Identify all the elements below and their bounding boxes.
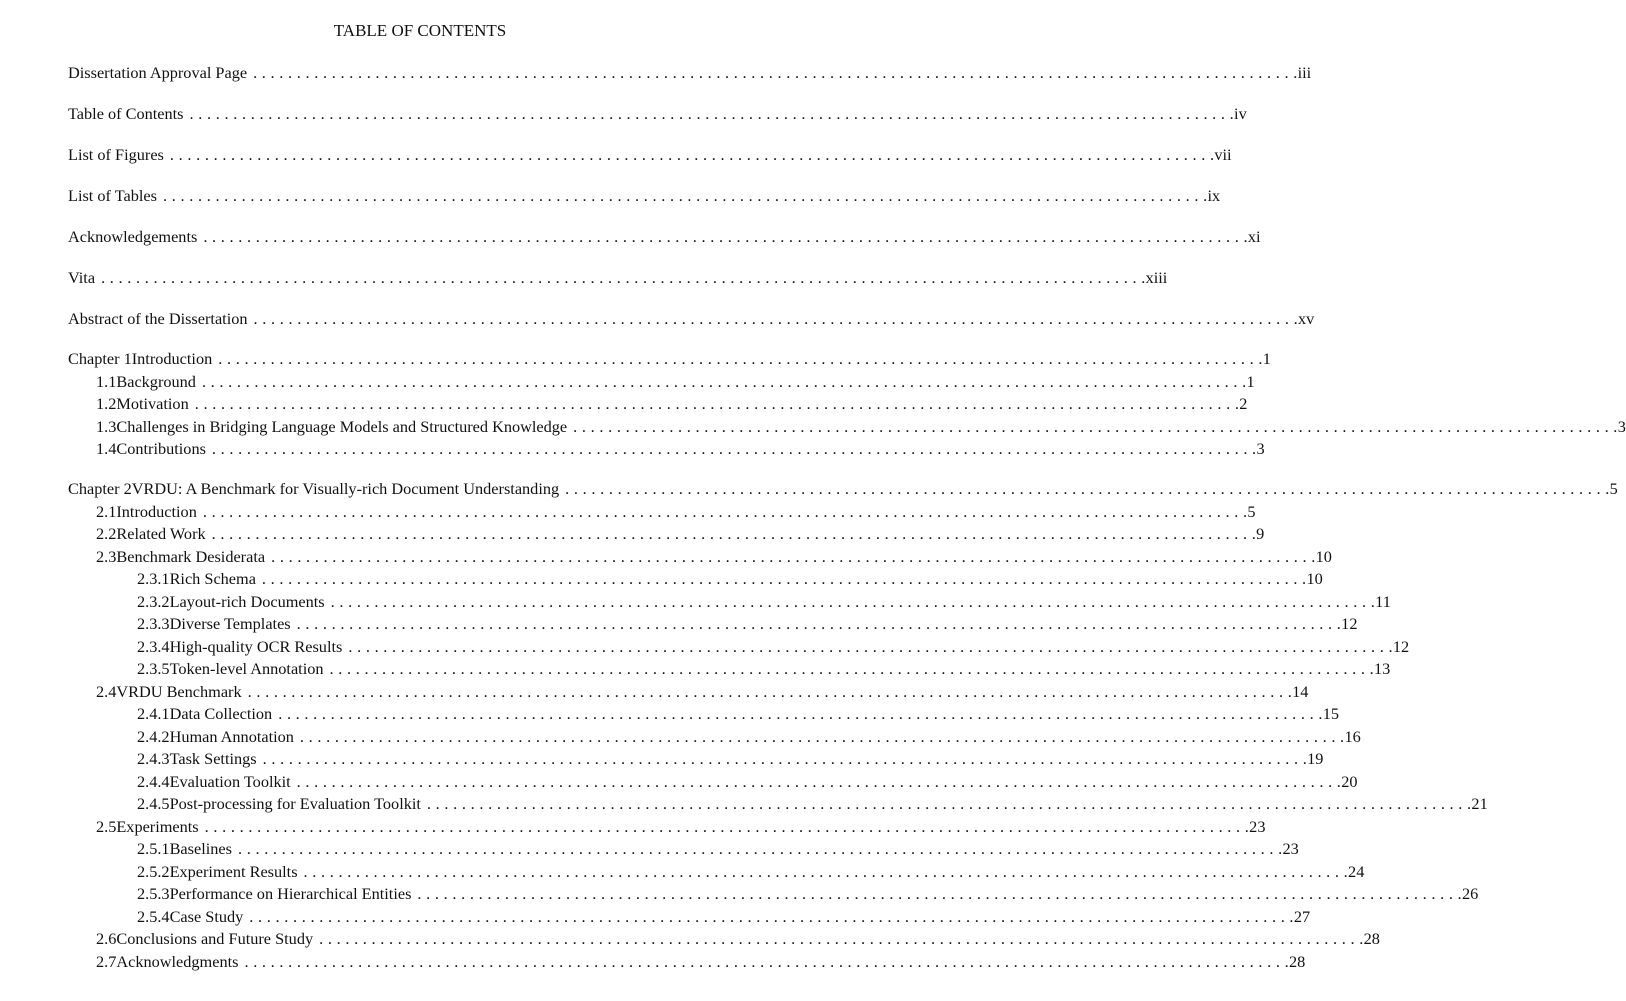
toc-entry[interactable] [68,501,1256,524]
entry-title: Introduction [131,349,213,368]
entry-title: Experiments [116,816,199,836]
entry-number: 2.3.3 [137,614,170,633]
entry-title: Related Work [116,524,206,543]
page-number: 28 [1288,951,1306,971]
entry-title: Vita [68,268,96,287]
page-number: 5 [1609,479,1618,498]
page-number: 27 [1293,906,1311,926]
toc-entry[interactable] [68,523,1265,546]
toc-entry[interactable] [68,726,1361,749]
dot-leader: . . . . . . . . . . . . . . . . . . . . . . . . . . . . . . . . . . . . . . . . . . . . . . . . . . . . . . . . . . . . . . . . . . . . . . . . . . . . . . . . . . . . . . . . . . . . . . . . . . . . . . . . . . . . . . . . . . . . . . . . [278,704,1323,723]
toc-entry[interactable] [68,748,1324,771]
page-number: 21 [1471,794,1488,813]
page-number: 10 [1306,569,1323,588]
page-number: 23 [1249,816,1266,836]
page-number: xi [1247,227,1261,246]
entry-number: 1.4 [96,439,117,458]
toc-entry[interactable] [68,393,1248,416]
dot-leader: . . . . . . . . . . . . . . . . . . . . . . . . . . . . . . . . . . . . . . . . . . . . . . . . . . . . . . . . . . . . . . . . . . . . . . . . . . . . . . . . . . . . . . . . . . . . . . . . . . . . . . . . . . . . . . . . . . . . . . . . [271,546,1316,566]
toc-entry[interactable] [68,438,1265,461]
page-number: 10 [1315,546,1332,566]
entry-title: Motivation [116,394,189,413]
entry-title: Evaluation Toolkit [169,771,291,791]
toc-entry[interactable] [68,62,1312,85]
dot-leader: . . . . . . . . . . . . . . . . . . . . . . . . . . . . . . . . . . . . . . . . . . . . . . . . . . . . . . . . . . . . . . . . . . . . . . . . . . . . . . . . . . . . . . . . . . . . . . . . . . . . . . . . . . . . . . . . . . . . . . . . [101,268,1146,287]
page-number: 12 [1341,614,1358,633]
dot-leader: . . . . . . . . . . . . . . . . . . . . . . . . . . . . . . . . . . . . . . . . . . . . . . . . . . . . . . . . . . . . . . . . . . . . . . . . . . . . . . . . . . . . . . . . . . . . . . . . . . . . . . . . . . . . . . . . . . . . . . . . [211,524,1257,543]
entry-title: VRDU: A Benchmark for Visually-rich Document Understanding [131,479,560,498]
entry-title: List of Figures [68,145,164,164]
entry-title: Diverse Templates [169,614,291,633]
entry-title: Experiment Results [169,861,298,881]
dot-leader: . . . . . . . . . . . . . . . . . . . . . . . . . . . . . . . . . . . . . . . . . . . . . . . . . . . . . . . . . . . . . . . . . . . . . . . . . . . . . . . . . . . . . . . . . . . . . . . . . . . . . . . . . . . . . . . . . . . . . . . . [202,501,1248,521]
toc-entry[interactable] [68,144,1232,167]
toc-entry[interactable] [68,951,1306,974]
toc-entry[interactable] [68,703,1339,726]
dot-leader: . . . . . . . . . . . . . . . . . . . . . . . . . . . . . . . . . . . . . . . . . . . . . . . . . . . . . . . . . . . . . . . . . . . . . . . . . . . . . . . . . . . . . . . . . . . . . . . . . . . . . . . . . . . . . . . . . . . . . . . . [169,145,1215,164]
page-number: 5 [1247,501,1256,521]
toc-entry[interactable] [68,883,1479,906]
dot-leader: . . . . . . . . . . . . . . . . . . . . . . . . . . . . . . . . . . . . . . . . . . . . . . . . . . . . . . . . . . . . . . . . . . . . . . . . . . . . . . . . . . . . . . . . . . . . . . . . . . . . . . . . . . . . . . . . . . . . . . . . [303,861,1349,881]
entry-number: 2.3 [96,546,117,566]
page-number: iii [1297,63,1312,82]
entry-number: 2.4.5 [137,794,170,813]
toc-entry[interactable] [68,861,1365,884]
page-number: 9 [1256,524,1265,543]
toc-entry[interactable] [68,568,1323,591]
dot-leader: . . . . . . . . . . . . . . . . . . . . . . . . . . . . . . . . . . . . . . . . . . . . . . . . . . . . . . . . . . . . . . . . . . . . . . . . . . . . . . . . . . . . . . . . . . . . . . . . . . . . . . . . . . . . . . . . . . . . . . . . [253,63,1298,82]
toc-entry[interactable] [68,793,1488,816]
dot-leader: . . . . . . . . . . . . . . . . . . . . . . . . . . . . . . . . . . . . . . . . . . . . . . . . . . . . . . . . . . . . . . . . . . . . . . . . . . . . . . . . . . . . . . . . . . . . . . . . . . . . . . . . . . . . . . . . . . . . . . . . [204,816,1250,836]
dot-leader: . . . . . . . . . . . . . . . . . . . . . . . . . . . . . . . . . . . . . . . . . . . . . . . . . . . . . . . . . . . . . . . . . . . . . . . . . . . . . . . . . . . . . . . . . . . . . . . . . . . . . . . . . . . . . . . . . . . . . . . . [194,394,1240,413]
toc-entry[interactable] [68,591,1391,614]
dot-leader: . . . . . . . . . . . . . . . . . . . . . . . . . . . . . . . . . . . . . . . . . . . . . . . . . . . . . . . . . . . . . . . . . . . . . . . . . . . . . . . . . . . . . . . . . . . . . . . . . . . . . . . . . . . . . . . . . . . . . . . . [201,371,1247,391]
entry-number: 1.3 [96,416,117,436]
page-number: 14 [1292,681,1309,701]
entry-number: 2.5.3 [137,884,170,903]
dot-leader: . . . . . . . . . . . . . . . . . . . . . . . . . . . . . . . . . . . . . . . . . . . . . . . . . . . . . . . . . . . . . . . . . . . . . . . . . . . . . . . . . . . . . . . . . . . . . . . . . . . . . . . . . . . . . . . . . . . . . . . . [163,186,1208,205]
dot-leader: . . . . . . . . . . . . . . . . . . . . . . . . . . . . . . . . . . . . . . . . . . . . . . . . . . . . . . . . . . . . . . . . . . . . . . . . . . . . . . . . . . . . . . . . . . . . . . . . . . . . . . . . . . . . . . . . . . . . . . . . [262,749,1308,768]
page-number: 15 [1322,704,1339,723]
entry-title: Abstract of the Dissertation [68,309,248,328]
entry-number: 2.3.1 [137,569,170,588]
dot-leader: . . . . . . . . . . . . . . . . . . . . . . . . . . . . . . . . . . . . . . . . . . . . . . . . . . . . . . . . . . . . . . . . . . . . . . . . . . . . . . . . . . . . . . . . . . . . . . . . . . . . . . . . . . . . . . . . . . . . . . . . [319,929,1364,948]
entry-title: Token-level Annotation [169,659,324,678]
entry-title: Benchmark Desiderata [116,546,266,566]
entry-title: Introduction [116,501,197,521]
entry-title: Layout-rich Documents [169,591,325,611]
page-number: 16 [1344,726,1361,746]
dot-leader: . . . . . . . . . . . . . . . . . . . . . . . . . . . . . . . . . . . . . . . . . . . . . . . . . . . . . . . . . . . . . . . . . . . . . . . . . . . . . . . . . . . . . . . . . . . . . . . . . . . . . . . . . . . . . . . . . . . . . . . . [417,884,1462,903]
dot-leader: . . . . . . . . . . . . . . . . . . . . . . . . . . . . . . . . . . . . . . . . . . . . . . . . . . . . . . . . . . . . . . . . . . . . . . . . . . . . . . . . . . . . . . . . . . . . . . . . . . . . . . . . . . . . . . . . . . . . . . . . [573,416,1618,436]
dot-leader: . . . . . . . . . . . . . . . . . . . . . . . . . . . . . . . . . . . . . . . . . . . . . . . . . . . . . . . . . . . . . . . . . . . . . . . . . . . . . . . . . . . . . . . . . . . . . . . . . . . . . . . . . . . . . . . . . . . . . . . . [203,227,1248,246]
page-number: 3 [1617,416,1626,436]
entry-number: 2.7 [96,951,117,971]
dot-leader: . . . . . . . . . . . . . . . . . . . . . . . . . . . . . . . . . . . . . . . . . . . . . . . . . . . . . . . . . . . . . . . . . . . . . . . . . . . . . . . . . . . . . . . . . . . . . . . . . . . . . . . . . . . . . . . . . . . . . . . . [330,591,1376,611]
entry-number: 2.4.4 [137,771,170,791]
toc-entry[interactable] [68,681,1309,704]
page-number: ix [1207,186,1221,205]
entry-number: 2.4.1 [137,704,170,723]
dot-leader: . . . . . . . . . . . . . . . . . . . . . . . . . . . . . . . . . . . . . . . . . . . . . . . . . . . . . . . . . . . . . . . . . . . . . . . . . . . . . . . . . . . . . . . . . . . . . . . . . . . . . . . . . . . . . . . . . . . . . . . . [296,614,1342,633]
page-number: 28 [1363,929,1380,948]
entry-title: Acknowledgments [116,951,239,971]
entry-title: Data Collection [169,704,273,723]
entry-number: 2.1 [96,501,117,521]
entry-number: 2.3.2 [137,591,170,611]
entry-title: Task Settings [169,749,257,768]
entry-number: 2.5.4 [137,906,170,926]
dot-leader: . . . . . . . . . . . . . . . . . . . . . . . . . . . . . . . . . . . . . . . . . . . . . . . . . . . . . . . . . . . . . . . . . . . . . . . . . . . . . . . . . . . . . . . . . . . . . . . . . . . . . . . . . . . . . . . . . . . . . . . . [237,839,1283,858]
entry-title: Acknowledgements [68,227,198,246]
dot-leader: . . . . . . . . . . . . . . . . . . . . . . . . . . . . . . . . . . . . . . . . . . . . . . . . . . . . . . . . . . . . . . . . . . . . . . . . . . . . . . . . . . . . . . . . . . . . . . . . . . . . . . . . . . . . . . . . . . . . . . . . [249,906,1294,926]
dot-leader: . . . . . . . . . . . . . . . . . . . . . . . . . . . . . . . . . . . . . . . . . . . . . . . . . . . . . . . . . . . . . . . . . . . . . . . . . . . . . . . . . . . . . . . . . . . . . . . . . . . . . . . . . . . . . . . . . . . . . . . . [565,479,1610,498]
toc-entry[interactable] [68,546,1332,569]
entry-title: Post-processing for Evaluation Toolkit [169,794,421,813]
dot-leader: . . . . . . . . . . . . . . . . . . . . . . . . . . . . . . . . . . . . . . . . . . . . . . . . . . . . . . . . . . . . . . . . . . . . . . . . . . . . . . . . . . . . . . . . . . . . . . . . . . . . . . . . . . . . . . . . . . . . . . . . [299,726,1345,746]
entry-title: High-quality OCR Results [169,636,343,656]
entry-number: 2.3.5 [137,659,170,678]
entry-number: 2.6 [96,929,117,948]
table-of-contents [68,62,1626,973]
entry-number: 2.4.2 [137,726,170,746]
toc-entry[interactable] [68,348,1271,371]
dot-leader: . . . . . . . . . . . . . . . . . . . . . . . . . . . . . . . . . . . . . . . . . . . . . . . . . . . . . . . . . . . . . . . . . . . . . . . . . . . . . . . . . . . . . . . . . . . . . . . . . . . . . . . . . . . . . . . . . . . . . . . . [189,104,1235,123]
entry-number: 1.2 [96,394,117,413]
entry-number: Chapter 2 [68,479,132,498]
page-number: 1 [1262,349,1271,368]
page-number: 23 [1282,839,1299,858]
entry-title: Baselines [169,839,232,858]
toc-entry[interactable] [68,103,1247,126]
toc-entry[interactable] [68,636,1410,659]
entry-number: 2.5 [96,816,117,836]
toc-entry[interactable] [68,267,1168,290]
page-number: vii [1214,145,1232,164]
page-number: xiii [1145,268,1168,287]
page-number: 11 [1375,591,1391,611]
toc-entry[interactable] [68,613,1358,636]
entry-number: 2.4.3 [137,749,170,768]
dot-leader: . . . . . . . . . . . . . . . . . . . . . . . . . . . . . . . . . . . . . . . . . . . . . . . . . . . . . . . . . . . . . . . . . . . . . . . . . . . . . . . . . . . . . . . . . . . . . . . . . . . . . . . . . . . . . . . . . . . . . . . . [296,771,1342,791]
toc-entry[interactable] [68,308,1315,331]
page-number: 3 [1256,439,1265,458]
dot-leader: . . . . . . . . . . . . . . . . . . . . . . . . . . . . . . . . . . . . . . . . . . . . . . . . . . . . . . . . . . . . . . . . . . . . . . . . . . . . . . . . . . . . . . . . . . . . . . . . . . . . . . . . . . . . . . . . . . . . . . . . [244,951,1289,971]
page-number: 19 [1307,749,1324,768]
entry-title: Challenges in Bridging Language Models and Structured Knowledge [116,416,568,436]
page-number: 24 [1348,861,1365,881]
dot-leader: . . . . . . . . . . . . . . . . . . . . . . . . . . . . . . . . . . . . . . . . . . . . . . . . . . . . . . . . . . . . . . . . . . . . . . . . . . . . . . . . . . . . . . . . . . . . . . . . . . . . . . . . . . . . . . . . . . . . . . . . [348,636,1393,656]
dot-leader: . . . . . . . . . . . . . . . . . . . . . . . . . . . . . . . . . . . . . . . . . . . . . . . . . . . . . . . . . . . . . . . . . . . . . . . . . . . . . . . . . . . . . . . . . . . . . . . . . . . . . . . . . . . . . . . . . . . . . . . . [218,349,1263,368]
entry-title: Table of Contents [68,104,184,123]
dot-leader: . . . . . . . . . . . . . . . . . . . . . . . . . . . . . . . . . . . . . . . . . . . . . . . . . . . . . . . . . . . . . . . . . . . . . . . . . . . . . . . . . . . . . . . . . . . . . . . . . . . . . . . . . . . . . . . . . . . . . . . . [329,659,1375,678]
toc-entry[interactable] [68,416,1626,439]
toc-entry[interactable] [68,838,1299,861]
entry-title: List of Tables [68,186,157,205]
page-number: 1 [1246,371,1255,391]
entry-title: Case Study [169,906,244,926]
entry-title: Dissertation Approval Page [68,63,248,82]
entry-number: 2.2 [96,524,117,543]
page-number: 2 [1239,394,1248,413]
entry-number: 2.4 [96,681,117,701]
entry-title: Performance on Hierarchical Entities [169,884,412,903]
entry-number: Chapter 1 [68,349,132,368]
dot-leader: . . . . . . . . . . . . . . . . . . . . . . . . . . . . . . . . . . . . . . . . . . . . . . . . . . . . . . . . . . . . . . . . . . . . . . . . . . . . . . . . . . . . . . . . . . . . . . . . . . . . . . . . . . . . . . . . . . . . . . . . [211,439,1257,458]
toc-entry[interactable] [68,658,1391,681]
entry-title: Contributions [116,439,206,458]
entry-title: Human Annotation [169,726,294,746]
page-title: TABLE OF CONTENTS [333,21,507,40]
dot-leader: . . . . . . . . . . . . . . . . . . . . . . . . . . . . . . . . . . . . . . . . . . . . . . . . . . . . . . . . . . . . . . . . . . . . . . . . . . . . . . . . . . . . . . . . . . . . . . . . . . . . . . . . . . . . . . . . . . . . . . . . [247,681,1293,701]
entry-number: 2.5.2 [137,861,170,881]
toc-entry[interactable] [68,371,1255,394]
toc-entry[interactable] [68,185,1221,208]
page-number: xv [1298,309,1315,328]
page-number: iv [1234,104,1247,123]
dot-leader: . . . . . . . . . . . . . . . . . . . . . . . . . . . . . . . . . . . . . . . . . . . . . . . . . . . . . . . . . . . . . . . . . . . . . . . . . . . . . . . . . . . . . . . . . . . . . . . . . . . . . . . . . . . . . . . . . . . . . . . . [426,794,1472,813]
dot-leader: . . . . . . . . . . . . . . . . . . . . . . . . . . . . . . . . . . . . . . . . . . . . . . . . . . . . . . . . . . . . . . . . . . . . . . . . . . . . . . . . . . . . . . . . . . . . . . . . . . . . . . . . . . . . . . . . . . . . . . . . [253,309,1299,328]
page-number: 20 [1341,771,1358,791]
entry-number: 2.5.1 [137,839,170,858]
dot-leader: . . . . . . . . . . . . . . . . . . . . . . . . . . . . . . . . . . . . . . . . . . . . . . . . . . . . . . . . . . . . . . . . . . . . . . . . . . . . . . . . . . . . . . . . . . . . . . . . . . . . . . . . . . . . . . . . . . . . . . . . [261,569,1307,588]
page-number: 26 [1461,884,1479,903]
toc-entry[interactable] [68,226,1261,249]
entry-title: Rich Schema [169,569,256,588]
entry-title: VRDU Benchmark [116,681,242,701]
page-number: 13 [1374,659,1391,678]
toc-entry[interactable] [68,771,1358,794]
toc-entry[interactable] [68,906,1311,929]
toc-entry[interactable] [68,928,1380,951]
entry-number: 1.1 [96,371,117,391]
page-number: 12 [1392,636,1410,656]
toc-entry[interactable] [68,816,1266,839]
entry-number: 2.3.4 [137,636,170,656]
toc-entry[interactable] [68,478,1618,501]
entry-title: Background [116,371,196,391]
entry-title: Conclusions and Future Study [116,929,314,948]
